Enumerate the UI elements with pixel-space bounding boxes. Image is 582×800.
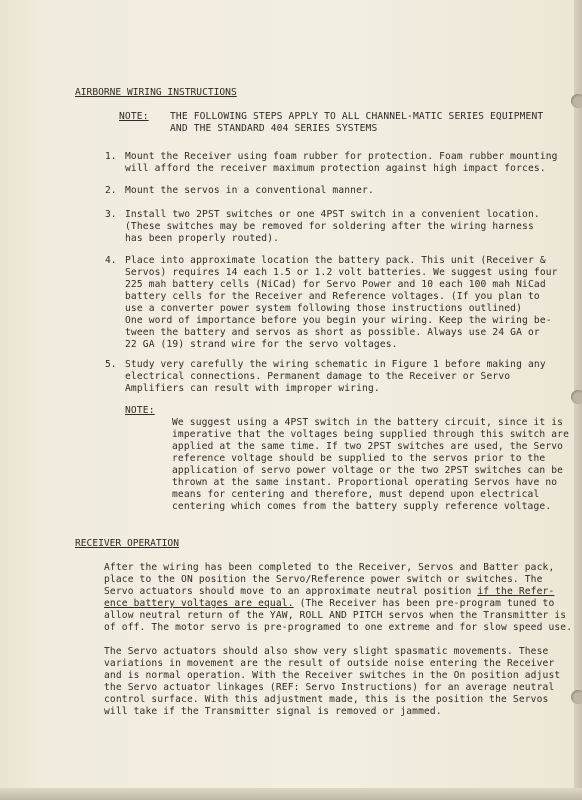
step-line: battery cells for the Receiver and Reference voltages. (If you plan to xyxy=(125,291,540,302)
note-line: means for centering and therefore, must depend upon electrical xyxy=(172,489,540,500)
step-line: (These switches may be removed for soldering after the wiring harness xyxy=(125,221,534,232)
step-number: 3. xyxy=(105,209,117,220)
step-line: Mount the servos in a conventional manner. xyxy=(125,185,374,196)
binder-hole-top xyxy=(571,94,582,108)
step-line: Servos) requires 14 each 1.5 or 1.2 volt batteries. We suggest using four xyxy=(125,267,558,278)
paragraph-line: After the wiring has been completed to the Receiver, Servos and Batter pack, xyxy=(104,562,555,573)
note-line: reference voltage should be supplied to the servos prior to the xyxy=(172,453,546,464)
step-number: 2. xyxy=(105,185,117,196)
step-line: One word of importance before you begin your wiring. Keep the wiring be- xyxy=(125,315,552,326)
step-line: 225 mah battery cells (NiCad) for Servo Power and 10 each 100 mah NiCad xyxy=(125,279,546,290)
step-line: Mount the Receiver using foam rubber for protection. Foam rubber mounting xyxy=(125,151,558,162)
paragraph-line: variations in movement are the result of outside noise entering the Receiver xyxy=(104,658,555,669)
note-line: We suggest using a 4PST switch in the battery circuit, since it is xyxy=(172,417,564,428)
paragraph-text: Servo actuators should move to an approximate neutral position xyxy=(104,586,478,597)
paragraph-line: will take if the Transmitter signal is removed or jammed. xyxy=(104,706,442,717)
note-line: imperative that the voltages being supplied through this switch are xyxy=(172,429,570,440)
step-line: Amplifiers can result with improper wiring. xyxy=(125,383,380,394)
paragraph-line: the Servo actuator linkages (REF: Servo Instructions) for an average neutral xyxy=(104,682,555,693)
note-line: thrown at the same instant. Proportional operating Servos have no xyxy=(172,477,558,488)
step-line: use a converter power system following those instructions outlined) xyxy=(125,303,523,314)
paragraph-line xyxy=(104,586,554,598)
step-number: 4. xyxy=(105,255,117,266)
paragraph-text: (The Receiver has been pre-program tuned to xyxy=(293,598,555,609)
step-line: Install two 2PST switches or one 4PST switch in a convenient location. xyxy=(125,209,540,220)
step-line: has been properly routed). xyxy=(125,233,280,244)
note-line: applied at the same time. If two 2PST switches are used, the Servo xyxy=(172,441,564,452)
step-line: Study very carefully the wiring schematic in Figure 1 before making any xyxy=(125,359,546,370)
underlined-text: if the Refer- xyxy=(477,586,555,597)
step-line: Place into approximate location the battery pack. This unit (Receiver & xyxy=(125,255,546,266)
paragraph-line xyxy=(104,598,554,610)
underlined-text: ence battery voltages are equal. xyxy=(104,598,294,609)
page-edge-bottom xyxy=(0,788,582,800)
step-line: tween the battery and servos as short as possible. Always use 24 GA or xyxy=(125,327,540,338)
paragraph-line: control surface. With this adjustment made, this is the position the Servos xyxy=(104,694,549,705)
binder-hole-bottom xyxy=(571,690,582,704)
paragraph-line: and is normal operation. With the Receiver switches in the On position adjust xyxy=(104,670,561,681)
page-title: AIRBORNE WIRING INSTRUCTIONS xyxy=(75,87,237,98)
paragraph-line: The Servo actuators should also show very slight spasmatic movements. These xyxy=(104,646,549,657)
step-number: 5. xyxy=(105,359,117,370)
paragraph-line: allow neutral return of the YAW, ROLL AND PITCH servos when the Transmitter is xyxy=(104,610,567,621)
note-label: NOTE: xyxy=(119,111,149,122)
note-line: AND THE STANDARD 404 SERIES SYSTEMS xyxy=(170,123,378,134)
section-heading: RECEIVER OPERATION xyxy=(75,538,179,549)
binder-hole-middle xyxy=(571,390,582,404)
step-line: will afford the receiver maximum protection against high impact forces. xyxy=(125,163,546,174)
note-line: application of servo power voltage or the two 2PST switches can be xyxy=(172,465,564,476)
step-line: electrical connections. Permanent damage to the Receiver or Servo xyxy=(125,371,511,382)
step-number: 1. xyxy=(105,151,117,162)
note-label: NOTE: xyxy=(125,405,155,416)
note-line: THE FOLLOWING STEPS APPLY TO ALL CHANNEL-MATIC SERIES EQUIPMENT xyxy=(170,111,544,122)
paragraph-line: of off. The motor servo is pre-programed to one extreme and for slow speed use. xyxy=(104,622,573,633)
paragraph-line: place to the ON position the Servo/Reference power switch or switches. The xyxy=(104,574,543,585)
step-line: 22 GA (19) strand wire for the servo voltages. xyxy=(125,339,398,350)
note-line: centering which comes from the battery supply reference voltage. xyxy=(172,501,552,512)
